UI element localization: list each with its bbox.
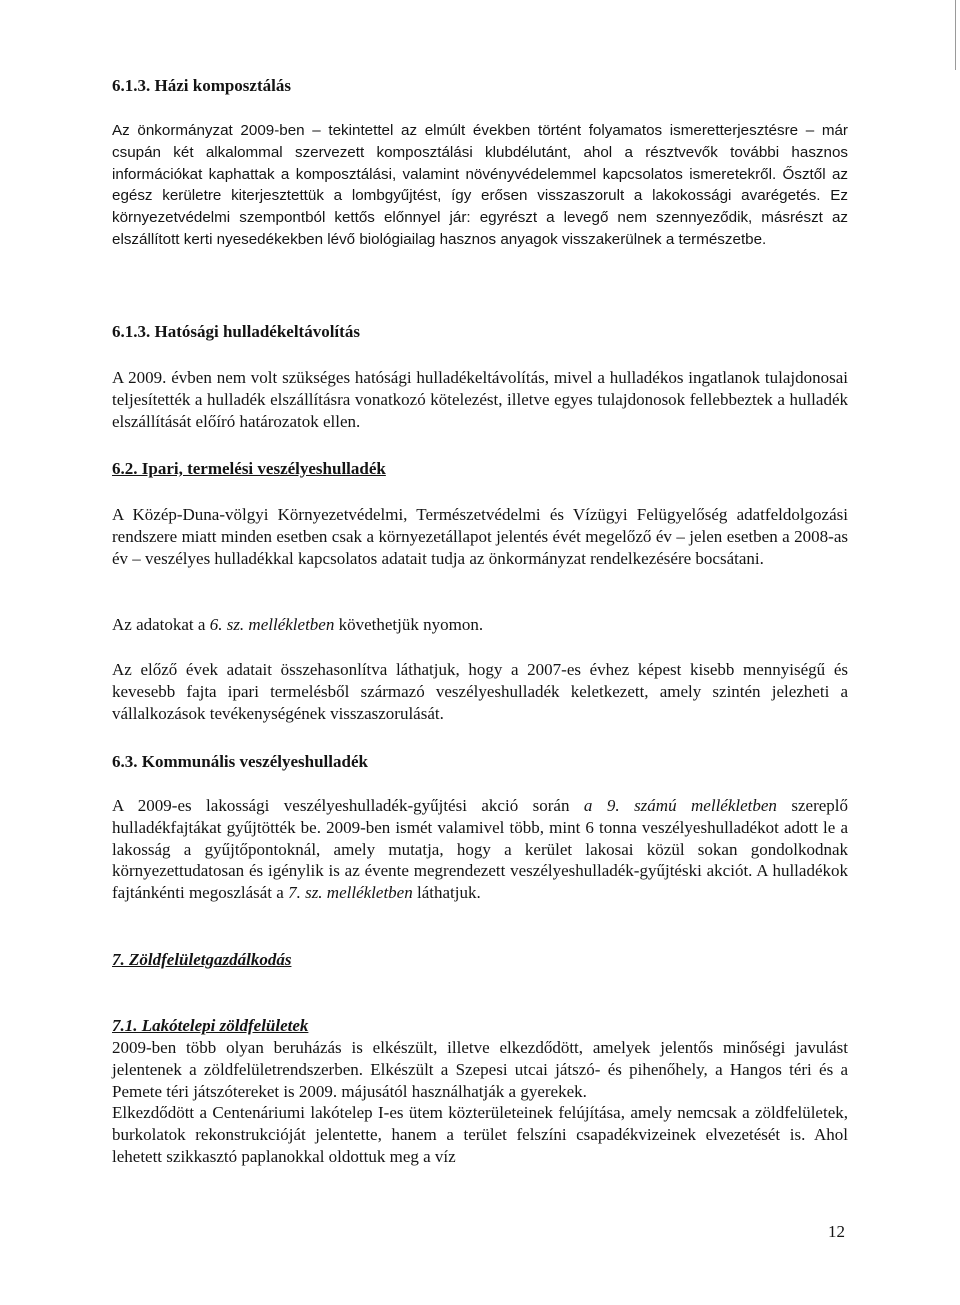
section-municipal-hazardous-waste: [112, 752, 848, 772]
paragraph: Elkezdődött a Centenáriumi lakótelep I-es ütem közterületeinek felújítása, amely nemcsak a zöldfelületek, burkolatok rekonstrukcióját jelentette, hanem a terület felszíni csapadékvizeinek elvezetését is. Ahol lehetett szikkasztó paplanokkal oldottuk meg a víz: [112, 1103, 848, 1166]
chapter-green-space-management: [112, 950, 848, 970]
section-industrial-body: [112, 504, 848, 569]
section-home-composting: [112, 76, 848, 96]
chapter-heading: 7. Zöldfelületgazdálkodás: [112, 950, 292, 969]
section-heading: 7.1. Lakótelepi zöldfelületek: [112, 1016, 309, 1035]
section-industrial-hazardous-waste: [112, 459, 848, 479]
paragraph: Az előző évek adatait összehasonlítva láthatjuk, hogy a 2007-es évhez képest kisebb mennyiségű és kevesebb fajta ipari termelésből származó veszélyeshulladék keletkezett, amely szintén jelezheti a vállalkozások tevékenységének visszaszorulását.: [112, 660, 848, 723]
scan-edge-line: [955, 0, 956, 70]
paragraph: A 2009-es lakossági veszélyeshulladék-gyűjtési akció során a 9. számú mellékletben szereplő hulladékfajtákat gyűjtötték be. 2009-ben ismét valamivel több, mint 6 tonna veszélyeshulladékot adott le a lakosság a gyűjtőpontoknál, amely mutatja, hogy a kerület lakosai közül sokan gondolkodnak környezettudatosan és igénylik is az évente megrendezett veszélyeshulladék-gyűjtéski akciót. A hulladékok fajtánkénti megoszlását a 7. sz. mellékletben láthatjuk.: [112, 796, 849, 903]
section-industrial-comparison: [112, 659, 848, 724]
section-official-waste-removal: [112, 322, 848, 342]
paragraph: Az adatokat a 6. sz. mellékletben követhetjük nyomon.: [112, 615, 484, 634]
paragraph: A 2009. évben nem volt szükséges hatósági hulladékeltávolítás, mivel a hulladékos ingatlanok tulajdonosai teljesítették a hulladék elszállításra vonatkozó kötelezést, illetve egyes tulajdonosok fellebbeztek a hulladék elszállítását előíró határozatok ellen.: [112, 368, 848, 431]
page-number: 12: [828, 1222, 845, 1241]
section-heading: 6.1.3. Házi komposztálás: [112, 76, 291, 95]
section-official-waste-removal-body: [112, 367, 848, 432]
section-heading: 6.3. Kommunális veszélyeshulladék: [112, 752, 368, 771]
section-municipal-body: [112, 795, 848, 904]
section-housing-estate-green-areas: [112, 1016, 848, 1036]
section-heading: 6.2. Ipari, termelési veszélyeshulladék: [112, 459, 386, 478]
section-home-composting-body: [112, 120, 848, 251]
attachment-reference: 6. sz. mellékletben: [209, 615, 335, 634]
paragraph: 2009-ben több olyan beruházás is elkészült, illetve elkezdődött, amelyek jelentős minőségi javulást jelentenek a zöldfelületrendszerben. Elkészült a Szepesi utcai játszó- és pihenőhely, a Hangos téri és a Pemete téri játszótereket is 2009. májusától használhatják a gyerekek.: [112, 1038, 848, 1101]
paragraph: A Közép-Duna-völgyi Környezetvédelmi, Természetvédelmi és Vízügyi Felügyelőség adatfeldolgozási rendszere miatt minden esetben csak a környezetállapot jelentés évét megelőző év – jelen esetben a 2008-as év – veszélyes hulladékkal kapcsolatos adatait tudja az önkormányzat rendelkezésére bocsátani.: [112, 505, 848, 568]
attachment-reference: a 9. számú mellékletben: [583, 796, 777, 815]
section-housing-estate-body: [112, 1037, 848, 1168]
section-heading: 6.1.3. Hatósági hulladékeltávolítás: [112, 322, 360, 341]
section-industrial-attachment-ref: [112, 614, 848, 636]
paragraph: Az önkormányzat 2009-ben – tekintettel az elmúlt években történt folyamatos ismeretterjesztésre – már csupán két alkalommal szervezett komposztálási klubdélutánt, ahol a résztvevők további hasznos információkat kaphattak a komposztálási, valamint növényvédelemmel kapcsolatos ismeretekről. Ősztől az egész kerületre kiterjesztettük a lombgyűjtést, így erősen visszaszorult a lakokossági avarégetés. Ez környezetvédelmi szempontból kettős előnnyel jár: egyrészt a levegő nem szennyeződik, másrészt az elszállított kerti nyesedékekben lévő biológiailag hasznos anyagok visszakerülnek a természetbe.: [112, 122, 848, 248]
attachment-reference: 7. sz. mellékletben: [288, 883, 413, 903]
